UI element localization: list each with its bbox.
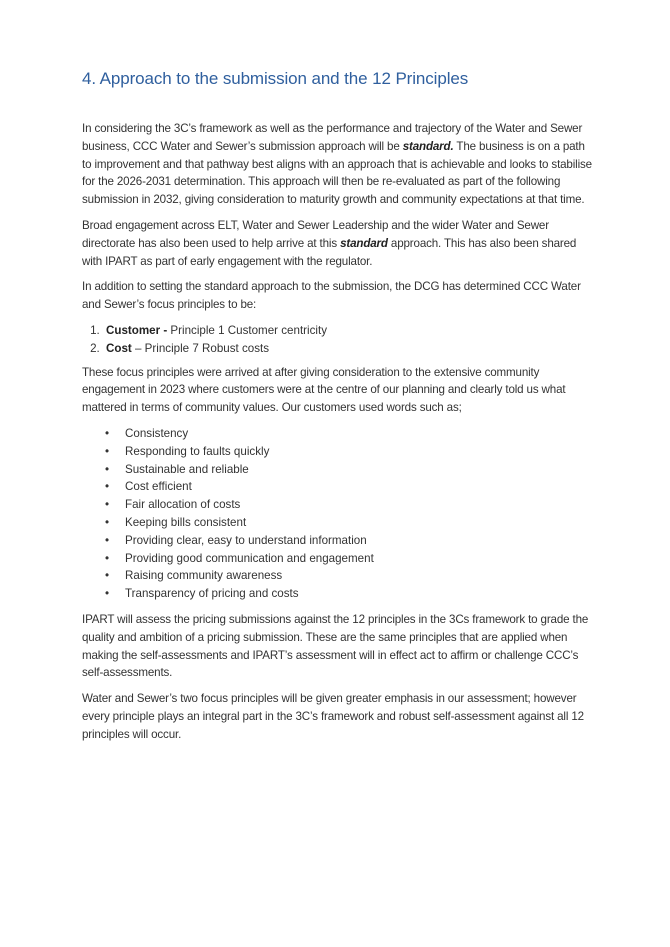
document-page [82,68,594,752]
bullet-icon: • [105,533,110,547]
list-item-text: Fair allocation of costs [125,498,241,512]
focus-principle-item [103,322,594,340]
list-item [82,443,594,461]
bullet-icon: • [105,480,110,494]
focus-principle-text: – Principle 7 Robust costs [131,341,270,355]
list-item-text: Providing clear, easy to understand information [125,533,367,547]
paragraph-ipart-assessment: IPART will assess the pricing submissions against the 12 principles in the 3Cs framework to grade the quality and ambition of a pricing submission. These are the same principles that are applied when making the self-assessments and IPART’s assessment will in effect act to affirm or challenge CCC’s self-assessments. [82,612,589,680]
list-item-text: Sustainable and reliable [125,462,249,476]
focus-principle-text: Principle 1 Customer centricity [170,323,327,337]
bullet-icon: • [105,498,110,512]
bullet-icon: • [105,515,110,529]
paragraph-engagement-emphasis: standard [340,236,388,250]
bullet-icon: • [105,587,110,601]
focus-principle-item [103,340,594,358]
list-item [82,585,594,603]
list-item [82,567,594,585]
list-item-text: Keeping bills consistent [125,515,247,529]
list-item [82,496,594,514]
list-item-text: Raising community awareness [125,569,283,583]
list-item-text: Cost efficient [125,480,192,494]
customer-words-list [82,425,594,603]
paragraph-approach-emphasis: standard. [402,139,454,153]
focus-principles-list [82,322,594,358]
paragraph-approach-text-2: The business is on a path to improvement and that pathway best aligns with an approach that is achievable and looks to stabilise for the 2026-2031 determination. This approach will then be re-evaluated as part of the following submission in 2032, giving consideration to maturity growth and community expectations at that time. [82,139,592,207]
list-item-text: Transparency of pricing and costs [125,587,299,601]
list-item-text: Responding to faults quickly [125,444,270,458]
list-item-text: Providing good communication and engagement [125,551,374,565]
paragraph-approach-text-1: In considering the 3C’s framework as well as the performance and trajectory of the Water and Sewer business, CCC Water and Sewer’s submission approach will be [82,122,583,153]
paragraph-community: These focus principles were arrived at after giving consideration to the extensive community engagement in 2023 where customers were at the centre of our planning and clearly told us what mattered in terms of community values. Our customers used words such as; [82,365,566,415]
list-item [82,550,594,568]
list-item-text: Consistency [125,426,189,440]
paragraph-approach [82,120,594,209]
bullet-icon: • [105,551,110,565]
paragraph-engagement [82,217,594,270]
paragraph-engagement-text-2: approach. This has also been shared with IPART as part of early engagement with the regulator. [82,236,577,268]
list-item [82,425,594,443]
list-item [82,514,594,532]
bullet-icon: • [105,462,110,476]
focus-principle-label: Customer - [106,323,171,337]
section-heading: 4. Approach to the submission and the 12 Principles [82,69,469,88]
bullet-icon: • [105,569,110,583]
list-item [82,461,594,479]
bullet-icon: • [105,426,110,440]
focus-principle-label: Cost [106,341,132,355]
paragraph-focus-intro: In addition to setting the standard approach to the submission, the DCG has determined CCC Water and Sewer’s focus principles to be: [82,280,581,312]
bullet-icon: • [105,444,110,458]
paragraph-engagement-text-1: Broad engagement across ELT, Water and Sewer Leadership and the wider Water and Sewer directorate has also been used to help arrive at this [82,218,549,250]
list-item [82,478,594,496]
paragraph-focus-emphasis: Water and Sewer’s two focus principles will be given greater emphasis in our assessment; however every principle plays an integral part in the 3C’s framework and robust self-assessment against all 12 principles will occur. [82,692,584,741]
list-item [82,532,594,550]
